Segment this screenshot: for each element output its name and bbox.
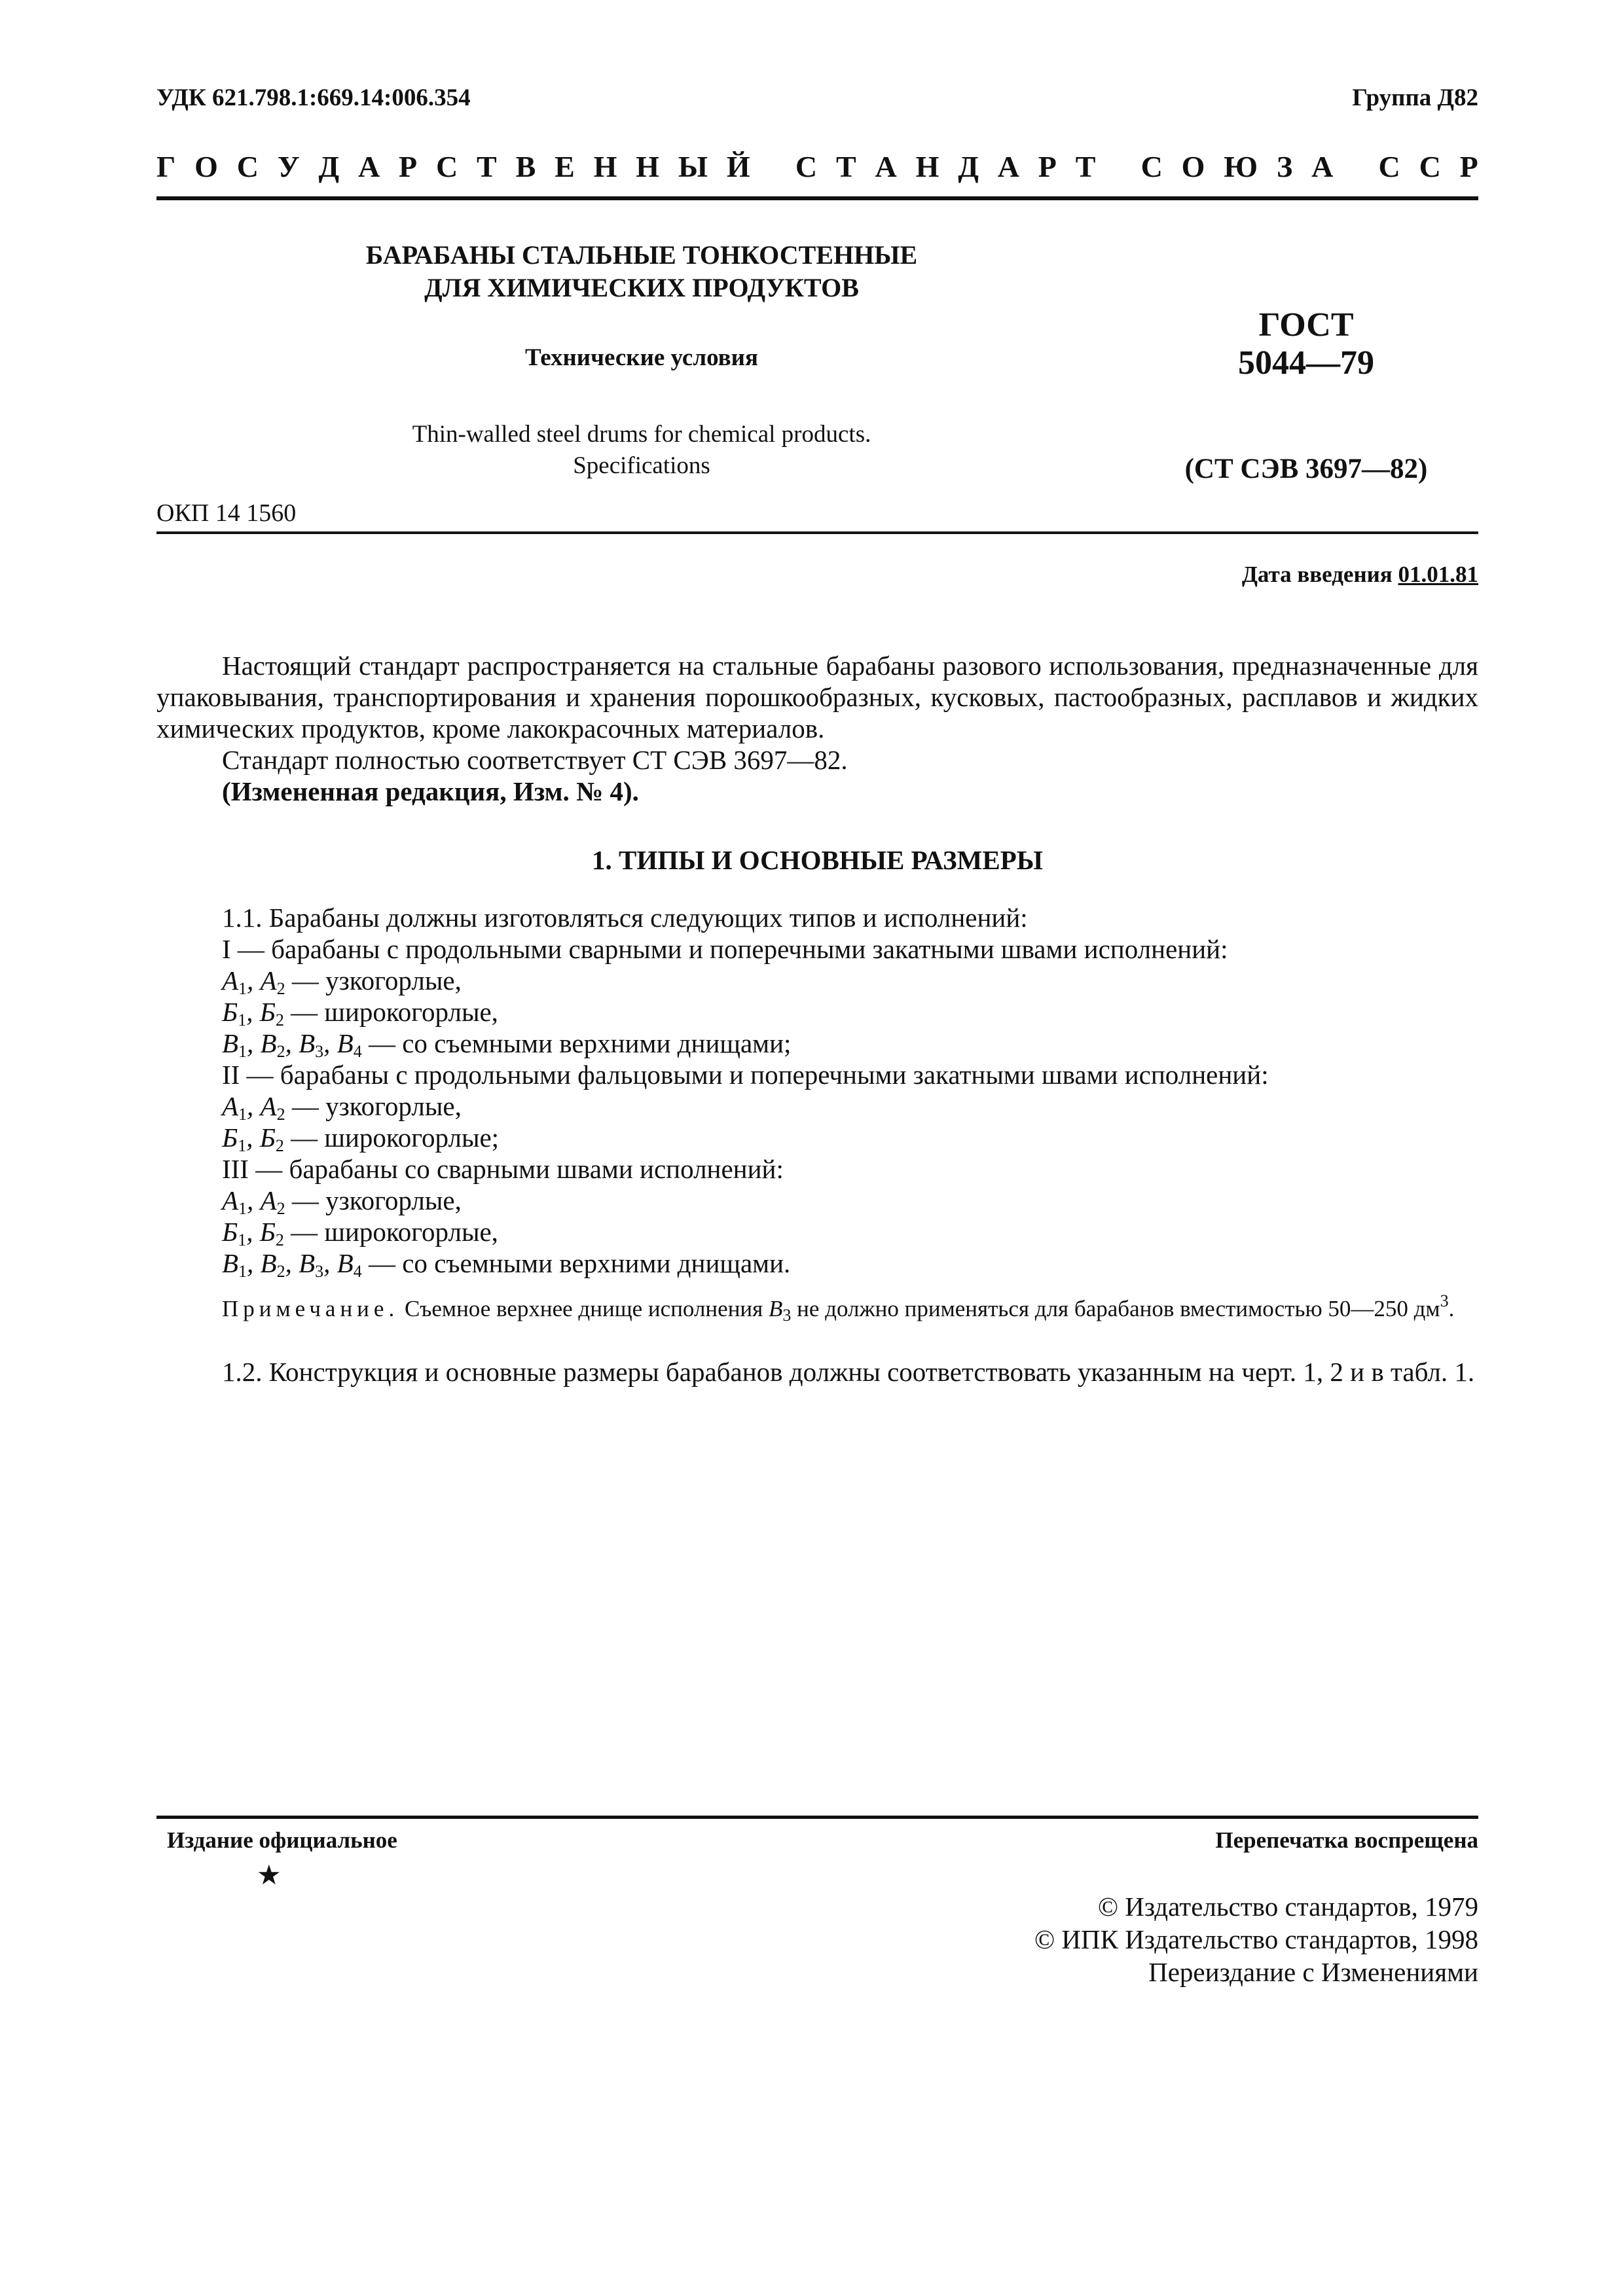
banner-letter: Р: [1038, 150, 1057, 183]
introduction-date: [1242, 562, 1478, 588]
english-title-line2: Specifications: [573, 452, 710, 479]
banner-letter: А: [997, 150, 1019, 183]
intro-paragraph: Настоящий стандарт распространяется на стальные барабаны разового использования, предназначенные для упаковывания, транспортирования и хранения порошкообразных, кусковых, пастообразных, расплавов и жидких химических продуктов, кроме лакокрасочных материалов.: [156, 651, 1478, 744]
english-title-line1: Thin-walled steel drums for chemical products.: [412, 421, 871, 448]
banner-letter: Р: [1459, 150, 1478, 183]
banner-letter: Е: [555, 150, 575, 183]
compliance-statement: Стандарт полностью соответствует СТ СЭВ 3697—82.: [222, 745, 848, 775]
list-item: $А_1$, $А_2$ — узкогорлые,: [222, 1185, 462, 1218]
document-title-line1: БАРАБАНЫ СТАЛЬНЫЕ ТОНКОСТЕННЫЕ: [365, 240, 918, 270]
footer-rule: [156, 1816, 1478, 1819]
banner-letter: С: [435, 150, 458, 183]
list-item: $В_1$, $В_2$, $В_3$, $В_4$ — со съемными верхними днищами.: [222, 1248, 791, 1281]
banner-letter: А: [875, 150, 897, 183]
amendment-note: (Измененная редакция, Изм. № 4).: [222, 776, 639, 806]
note: Примечание. Съемное верхнее днище исполнения $В_3$ не должно применяться для барабанов вместимостью 50—250 $дм^3$.: [222, 1291, 1455, 1325]
banner-letter: О: [194, 150, 218, 183]
banner-gap: [769, 149, 777, 184]
banner-letter: З: [1276, 150, 1293, 183]
document-subtitle: Технические условия: [525, 344, 758, 371]
banner-letter: С: [1419, 150, 1441, 183]
copyright-1998: © ИПК Издательство стандартов, 1998: [1034, 1924, 1478, 1954]
gost-number: 5044—79: [1238, 344, 1374, 382]
banner-letter: Ы: [678, 150, 708, 183]
banner-letter: У: [277, 150, 300, 183]
list-item: $А_1$, $А_2$ — узкогорлые,: [222, 1091, 462, 1124]
star-icon: ★: [257, 1861, 282, 1891]
reprint-notice: Перепечатка воспрещена: [1215, 1827, 1478, 1853]
banner-letter: А: [357, 150, 380, 183]
banner-letter: С: [236, 150, 259, 183]
banner-letter: Д: [318, 150, 340, 183]
state-standard-banner: [156, 149, 1478, 184]
note-label: Примечание.: [222, 1296, 399, 1321]
group-code: Группа Д82: [1352, 84, 1478, 111]
header-rule: [156, 196, 1478, 200]
banner-letter: А: [1311, 150, 1334, 183]
banner-letter: С: [1140, 150, 1163, 183]
title-block: [288, 239, 995, 482]
introduction-date-value: 01.01.81: [1398, 562, 1478, 587]
banner-letter: Й: [726, 150, 750, 183]
banner-letter: Р: [399, 150, 418, 183]
reissue-note: Переиздание с Изменениями: [1148, 1957, 1478, 1987]
banner-letter: Н: [636, 150, 660, 183]
type-2-description: II — барабаны с продольными фальцовыми и поперечными закатными швами исполнений:: [222, 1060, 1269, 1090]
banner-letter: Ю: [1224, 150, 1258, 183]
banner-letter: Т: [477, 150, 497, 183]
banner-letter: Н: [915, 150, 939, 183]
title-rule: [156, 531, 1478, 534]
copyright-1979: © Издательство стандартов, 1979: [1097, 1892, 1478, 1922]
banner-letter: Г: [156, 150, 176, 183]
banner-gap: [1352, 149, 1360, 184]
english-title: [288, 419, 995, 482]
banner-letter: С: [1378, 150, 1400, 183]
list-item: $Б_1$, $Б_2$ — широкогорлые,: [222, 1217, 498, 1249]
list-item: $А_1$, $А_2$ — узкогорлые,: [222, 965, 462, 998]
type-3-description: III — барабаны со сварными швами исполнений:: [222, 1154, 784, 1184]
copyright-block: [1034, 1890, 1478, 1988]
document-title-line2: ДЛЯ ХИМИЧЕСКИХ ПРОДУКТОВ: [424, 273, 859, 302]
cmea-reference: (СТ СЭВ 3697—82): [1184, 454, 1428, 484]
list-item: $В_1$, $В_2$, $В_3$, $В_4$ — со съемными верхними днищами;: [222, 1028, 792, 1061]
clause-1-2: 1.2. Конструкция и основные размеры барабанов должны соответствовать указанным на черт. 1, 2 и в табл. 1.: [222, 1357, 1475, 1387]
edition-label: Издание официальное: [167, 1827, 397, 1853]
introduction-date-label: Дата введения: [1241, 562, 1393, 587]
type-1-description: I — барабаны с продольными сварными и поперечными закатными швами исполнений:: [222, 934, 1228, 964]
section-heading: 1. ТИПЫ И ОСНОВНЫЕ РАЗМЕРЫ: [591, 845, 1044, 875]
banner-letter: Д: [958, 150, 979, 183]
gost-label: ГОСТ: [1258, 306, 1354, 344]
banner-letter: С: [795, 150, 818, 183]
okp-code: ОКП 14 1560: [156, 499, 297, 527]
banner-letter: О: [1181, 150, 1205, 183]
banner-letter: Т: [835, 150, 856, 183]
udk-code: УДК 621.798.1:669.14:006.354: [156, 84, 471, 111]
list-item: $Б_1$, $Б_2$ — широкогорлые,: [222, 997, 498, 1030]
banner-letter: Н: [593, 150, 617, 183]
banner-gap: [1114, 149, 1122, 184]
clause-1-1: 1.1. Барабаны должны изготовляться следующих типов и исполнений:: [222, 903, 1028, 933]
banner-letter: В: [515, 150, 536, 183]
list-item: $Б_1$, $Б_2$ — широкогорлые;: [222, 1122, 500, 1155]
gost-block: [1152, 306, 1460, 485]
banner-letter: Т: [1075, 150, 1096, 183]
